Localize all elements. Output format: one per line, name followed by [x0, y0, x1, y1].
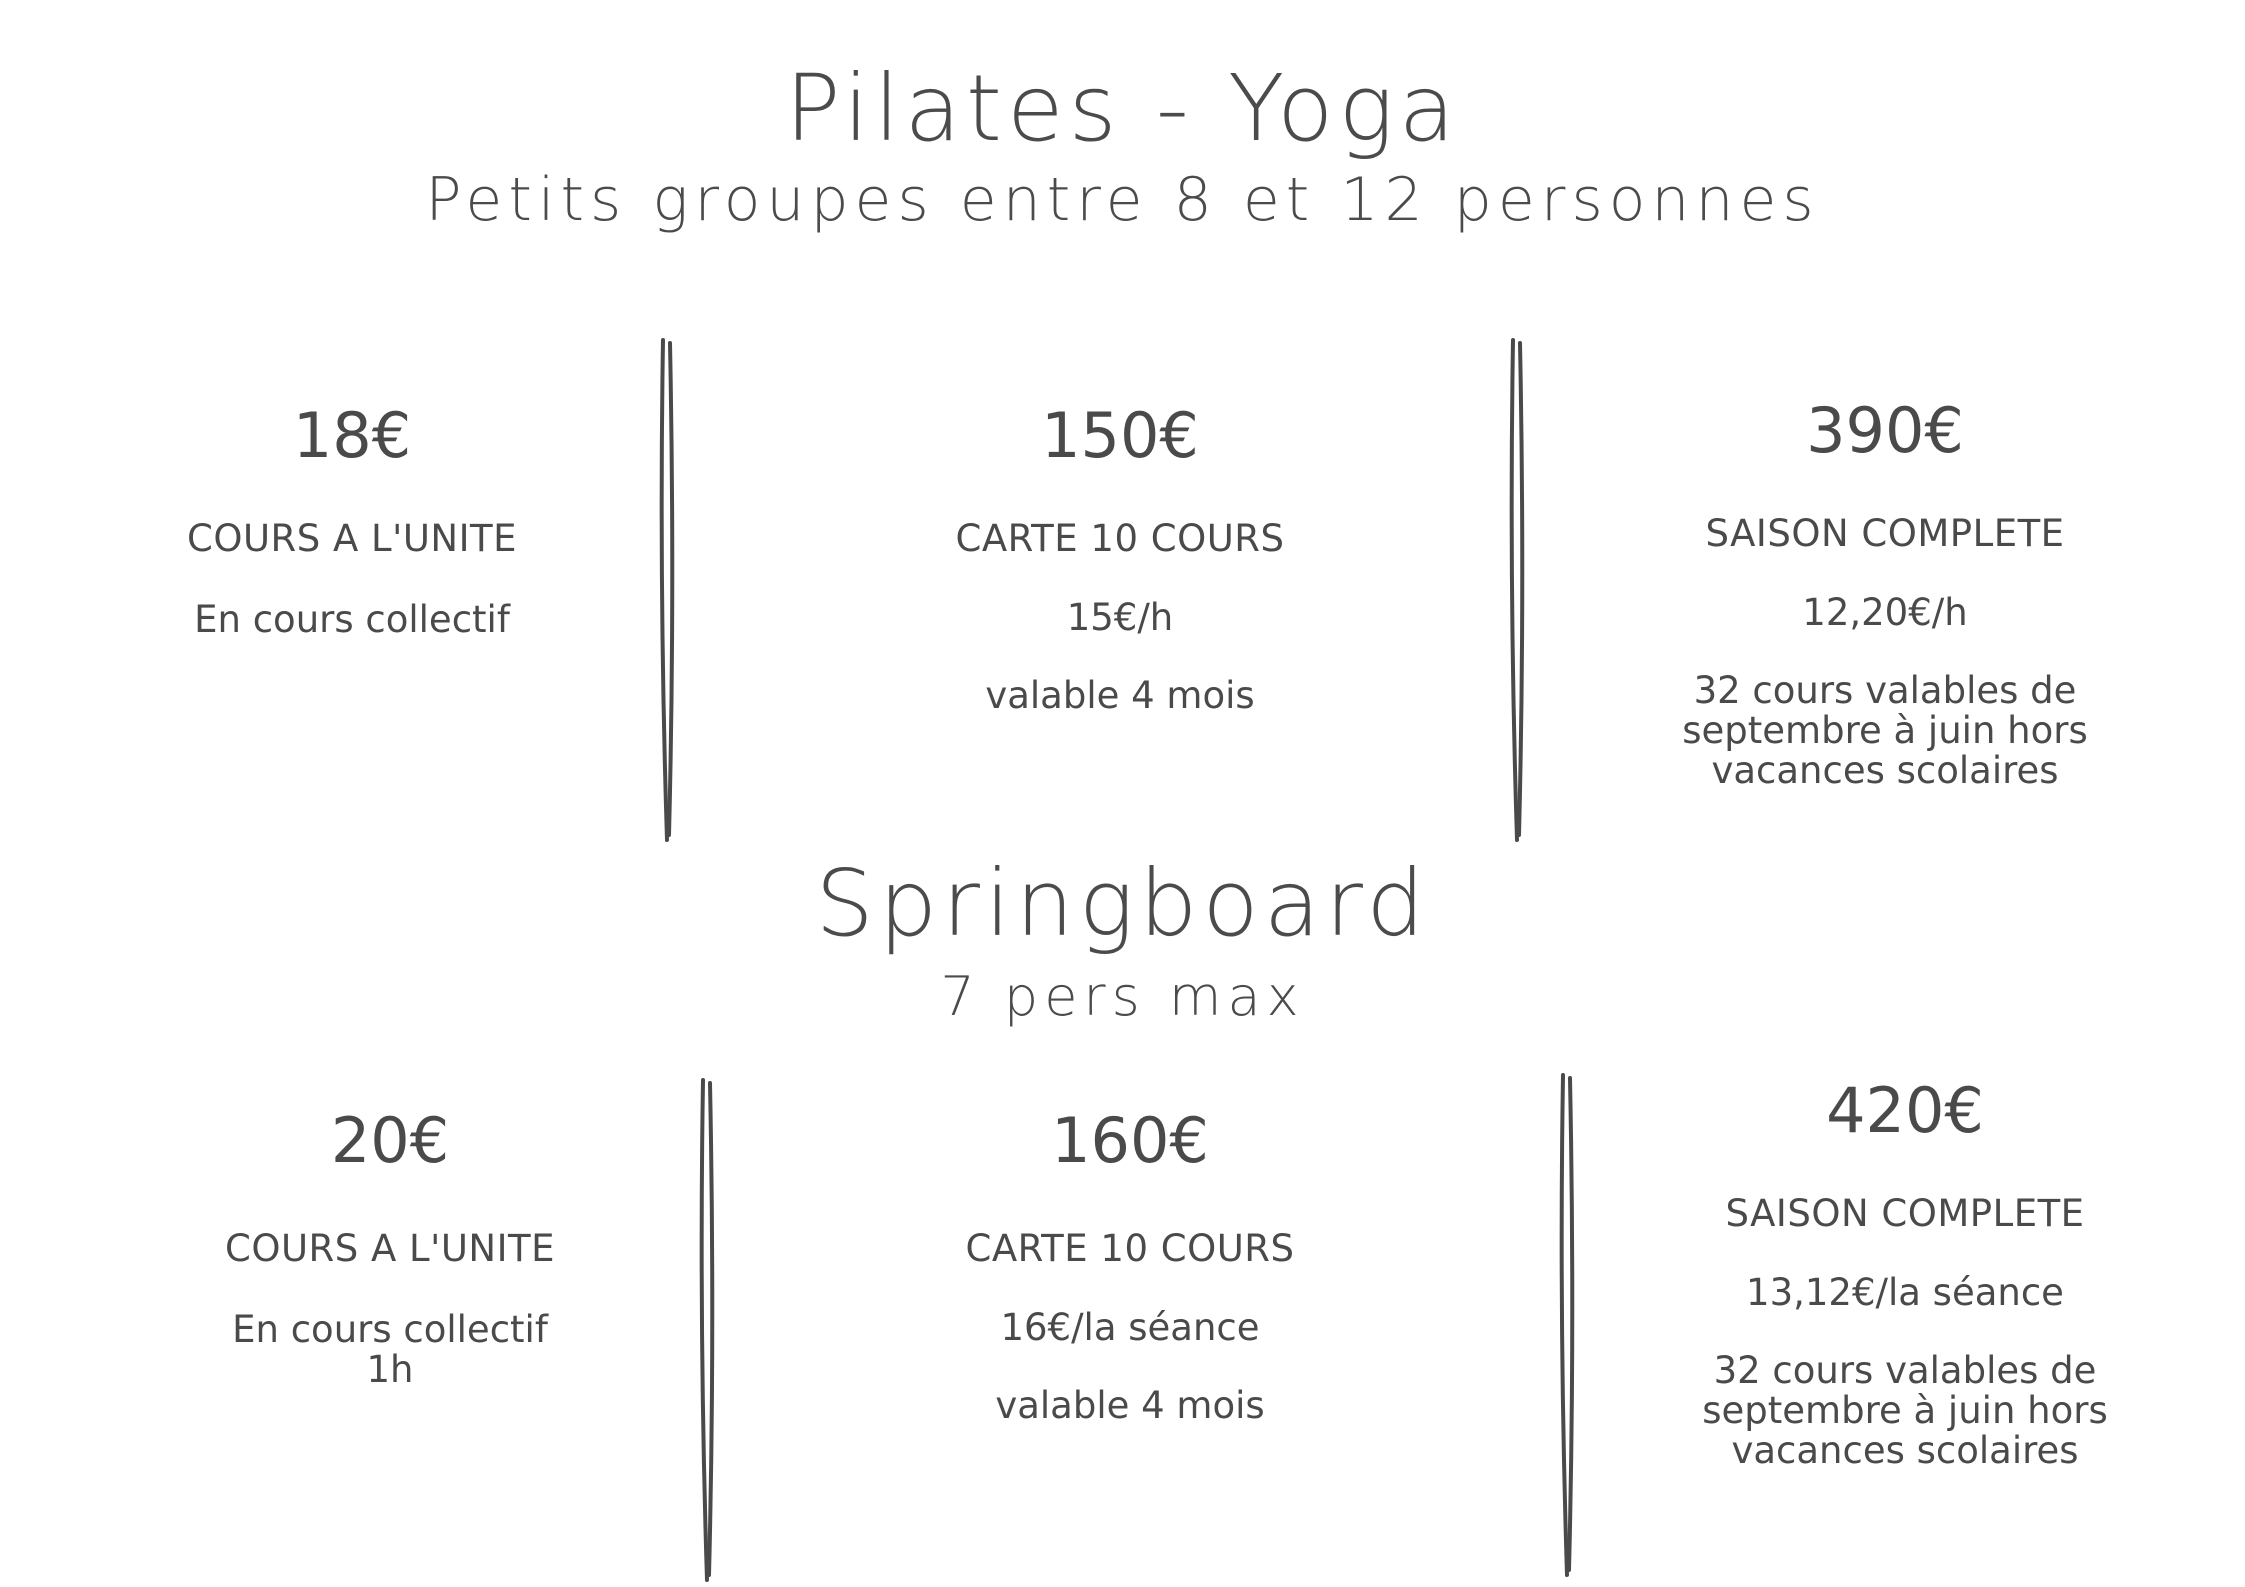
- offer-label: CARTE 10 COURS: [965, 1227, 1295, 1270]
- offer-label: SAISON COMPLETE: [1725, 1192, 2085, 1235]
- offer-label: CARTE 10 COURS: [955, 517, 1285, 560]
- offer-price: 150€: [1041, 399, 1199, 472]
- offer-card-springboard-card10: [830, 1104, 1430, 1427]
- section-subtitle-pilates-yoga: Petits groupes entre 8 et 12 personnes: [425, 165, 1820, 235]
- offer-validity: 32 cours valables de septembre à juin hors vacances scolaires: [1682, 669, 2088, 792]
- offer-rate: 16€/la séance: [1000, 1306, 1260, 1349]
- offer-price: 420€: [1826, 1074, 1984, 1147]
- offer-card-springboard-season: [1605, 1074, 2205, 1472]
- offer-detail: En cours collectif 1h: [232, 1308, 548, 1391]
- offer-rate: 13,12€/la séance: [1746, 1271, 2064, 1314]
- offer-card-springboard-unit: [90, 1104, 690, 1391]
- section-subtitle-springboard: 7 pers max: [940, 965, 1305, 1028]
- offer-validity: valable 4 mois: [995, 1384, 1265, 1427]
- divider-line: [1505, 335, 1535, 845]
- offer-price: 20€: [330, 1104, 450, 1177]
- offer-validity: 32 cours valables de septembre à juin hors vacances scolaires: [1702, 1349, 2108, 1472]
- offer-detail: En cours collectif: [194, 598, 510, 641]
- section-title-pilates-yoga: Pilates - Yoga: [784, 55, 1461, 162]
- offer-label: COURS A L'UNITE: [224, 1227, 555, 1270]
- offer-card-pilates-card10: [820, 399, 1420, 717]
- offer-rate: 15€/h: [1066, 596, 1174, 639]
- offer-label: SAISON COMPLETE: [1705, 512, 2065, 555]
- offer-label: COURS A L'UNITE: [186, 517, 517, 560]
- offer-price: 18€: [292, 399, 412, 472]
- offer-price: 390€: [1806, 394, 1964, 467]
- section-title-springboard: Springboard: [815, 850, 1430, 957]
- offer-validity: valable 4 mois: [985, 674, 1255, 717]
- offer-card-pilates-unit: [52, 399, 652, 641]
- divider-line: [655, 335, 685, 845]
- offer-rate: 12,20€/h: [1802, 591, 1968, 634]
- divider-line: [1555, 1070, 1585, 1580]
- divider-line: [695, 1075, 725, 1585]
- offer-price: 160€: [1051, 1104, 1209, 1177]
- offer-card-pilates-season: [1585, 394, 2185, 792]
